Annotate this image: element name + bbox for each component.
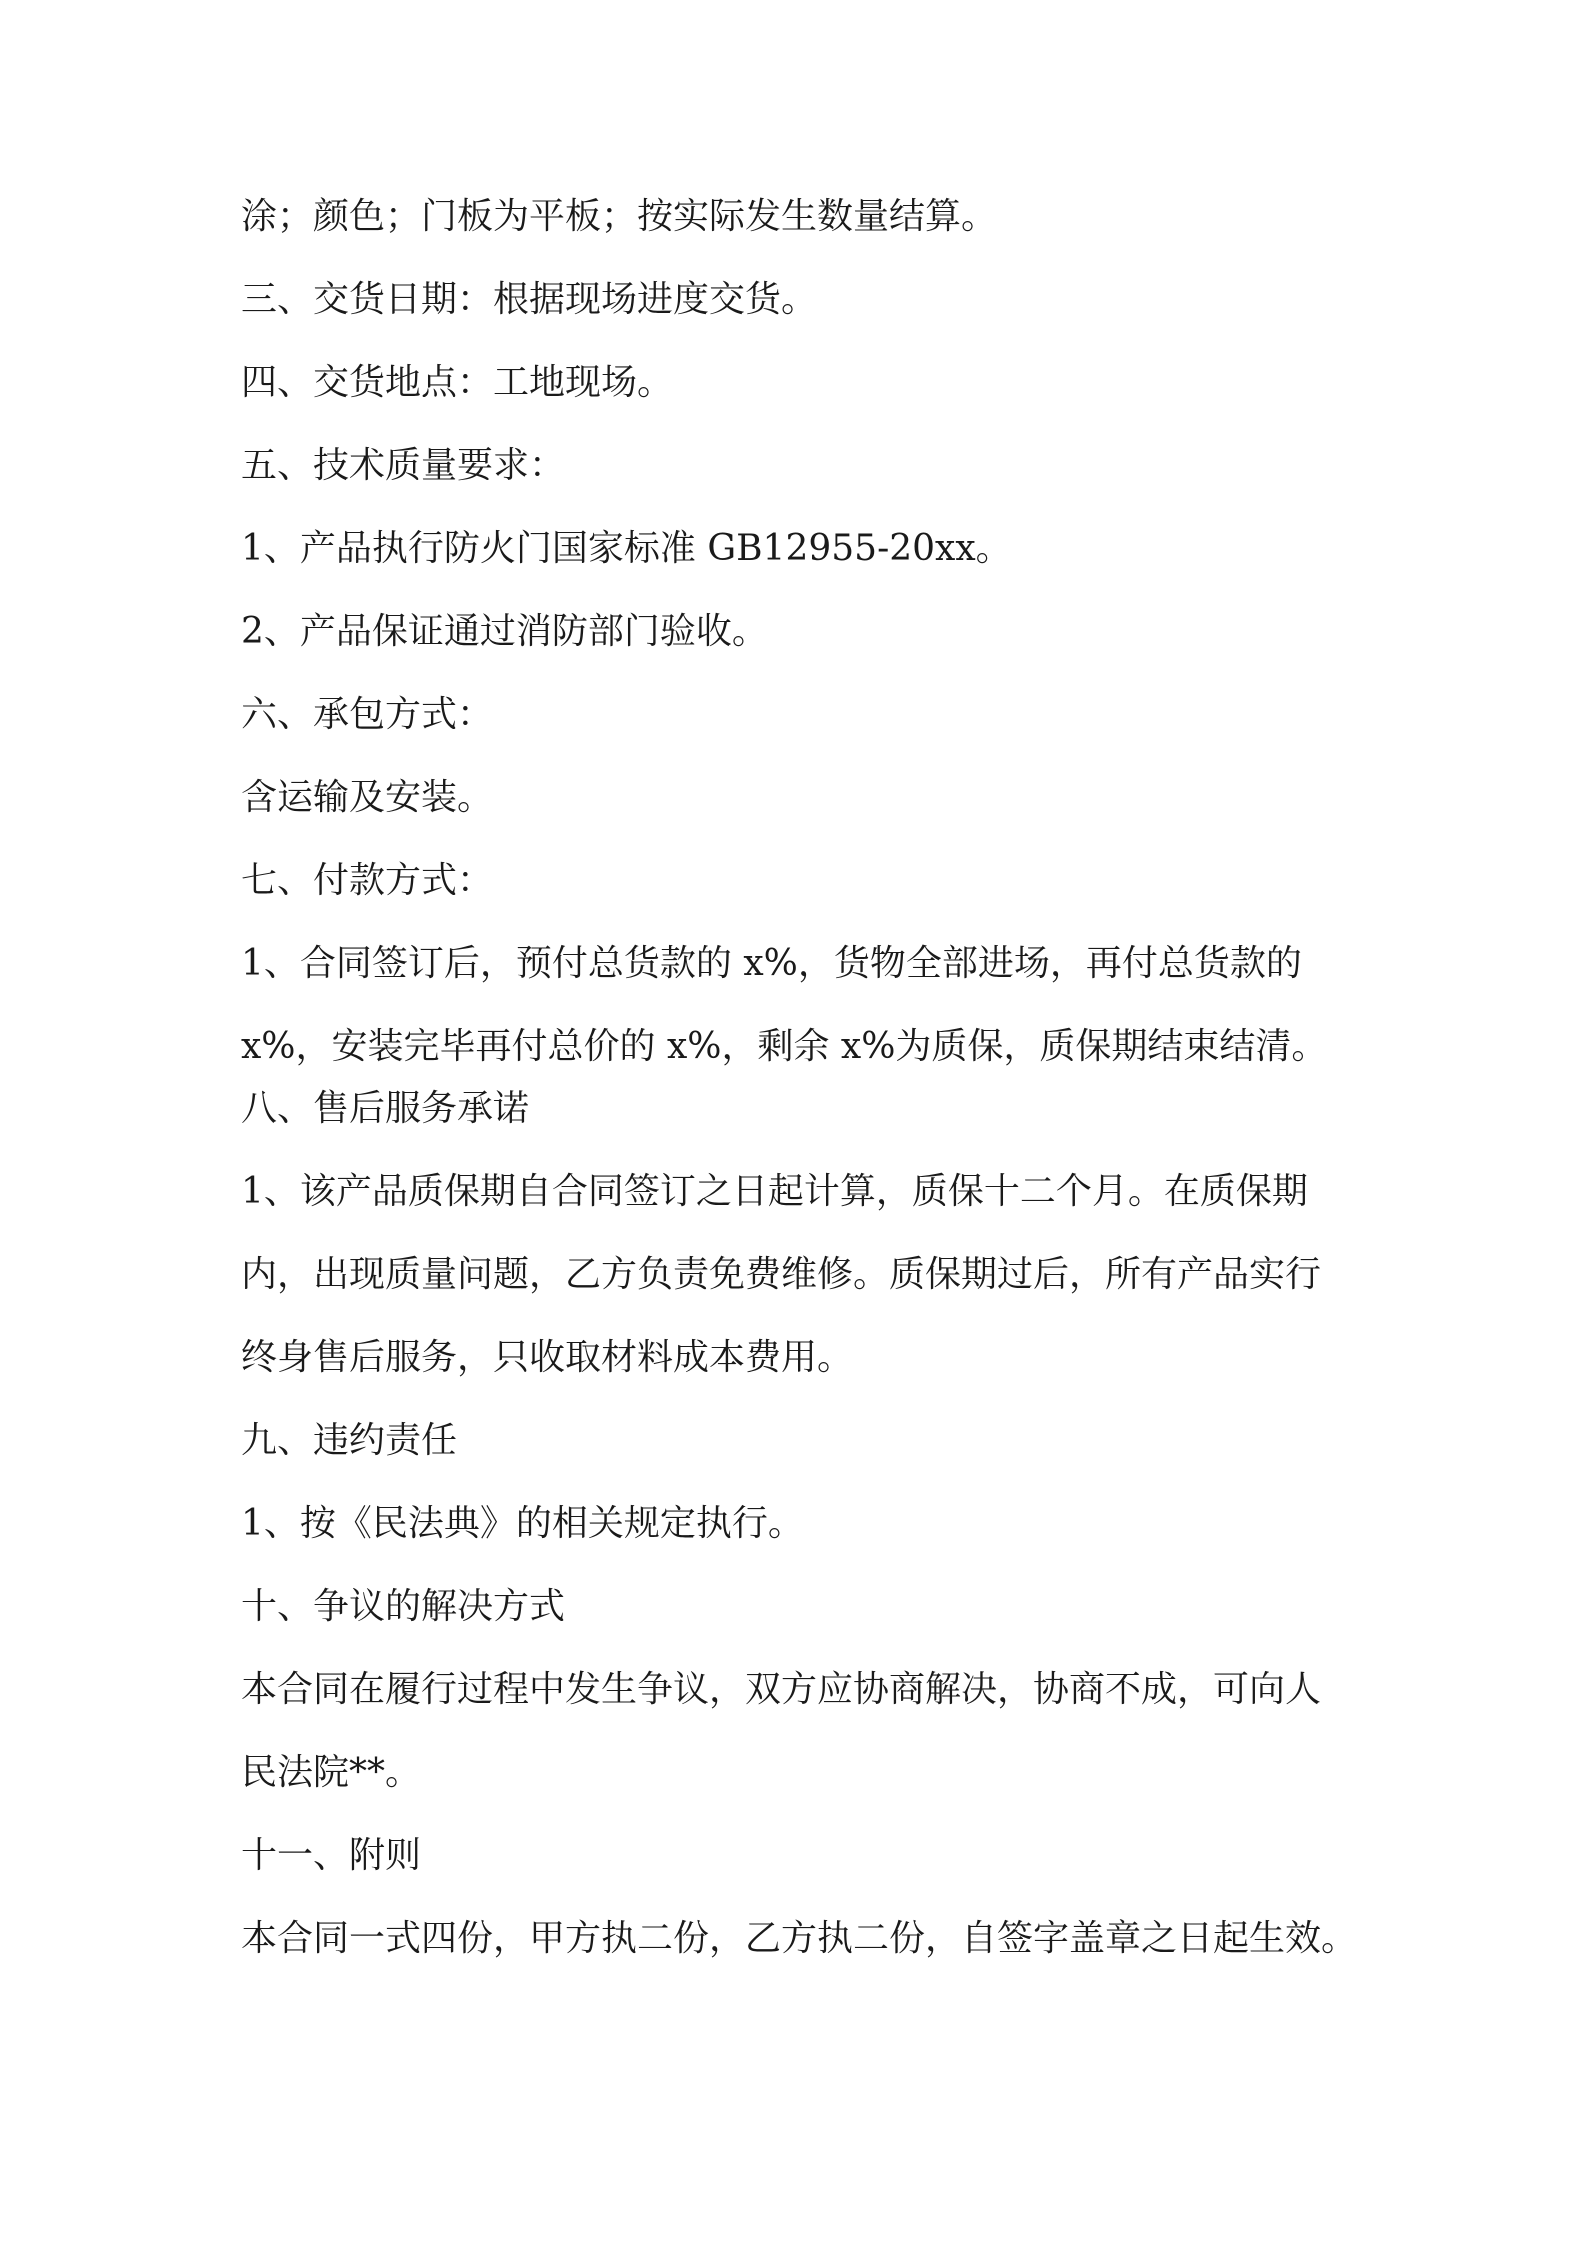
liability-item-1: 1、按《民法典》的相关规定执行。: [241, 1503, 804, 1544]
payment-item-line-1: 1、合同签订后，预付总货款的 x%，货物全部进场，再付总货款的: [241, 943, 1302, 984]
section-delivery-location: 四、交货地点：工地现场。: [241, 362, 674, 403]
dispute-line-1: 本合同在履行过程中发生争议，双方应协商解决，协商不成，可向人: [241, 1669, 1322, 1710]
contract-mode-text: 含运输及安装。: [241, 777, 494, 818]
after-sales-line-1: 1、该产品质保期自合同签订之日起计算，质保十二个月。在质保期: [241, 1171, 1308, 1212]
section-quality-heading: 五、技术质量要求：: [241, 445, 566, 486]
section-payment-heading: 七、付款方式：: [241, 860, 494, 901]
quality-item-2: 2、产品保证通过消防部门验收。: [241, 611, 768, 652]
quality-item-1: 1、产品执行防火门国家标准 GB12955-20xx。: [241, 528, 1012, 569]
after-sales-line-3: 终身售后服务，只收取材料成本费用。: [241, 1337, 854, 1378]
section-delivery-date: 三、交货日期：根据现场进度交货。: [241, 279, 818, 320]
appendix-text: 本合同一式四份，甲方执二份，乙方执二份，自签字盖章之日起生效。: [241, 1918, 1358, 1959]
section-contract-mode-heading: 六、承包方式：: [241, 694, 494, 735]
text-line: 涂；颜色；门板为平板；按实际发生数量结算。: [241, 196, 998, 237]
after-sales-line-2: 内，出现质量问题，乙方负责免费维修。质保期过后，所有产品实行: [241, 1254, 1322, 1295]
section-appendix-heading: 十一、附则: [241, 1835, 422, 1876]
payment-item-line-2: x%，安装完毕再付总价的 x%，剩余 x%为质保，质保期结束结清。: [241, 1026, 1328, 1067]
section-dispute-heading: 十、争议的解决方式: [241, 1586, 566, 1627]
dispute-line-2: 民法院**。: [241, 1752, 422, 1793]
document-body: [241, 196, 1361, 2001]
section-liability-heading: 九、违约责任: [241, 1420, 458, 1461]
section-after-sales-heading: 八、售后服务承诺: [241, 1088, 530, 1129]
